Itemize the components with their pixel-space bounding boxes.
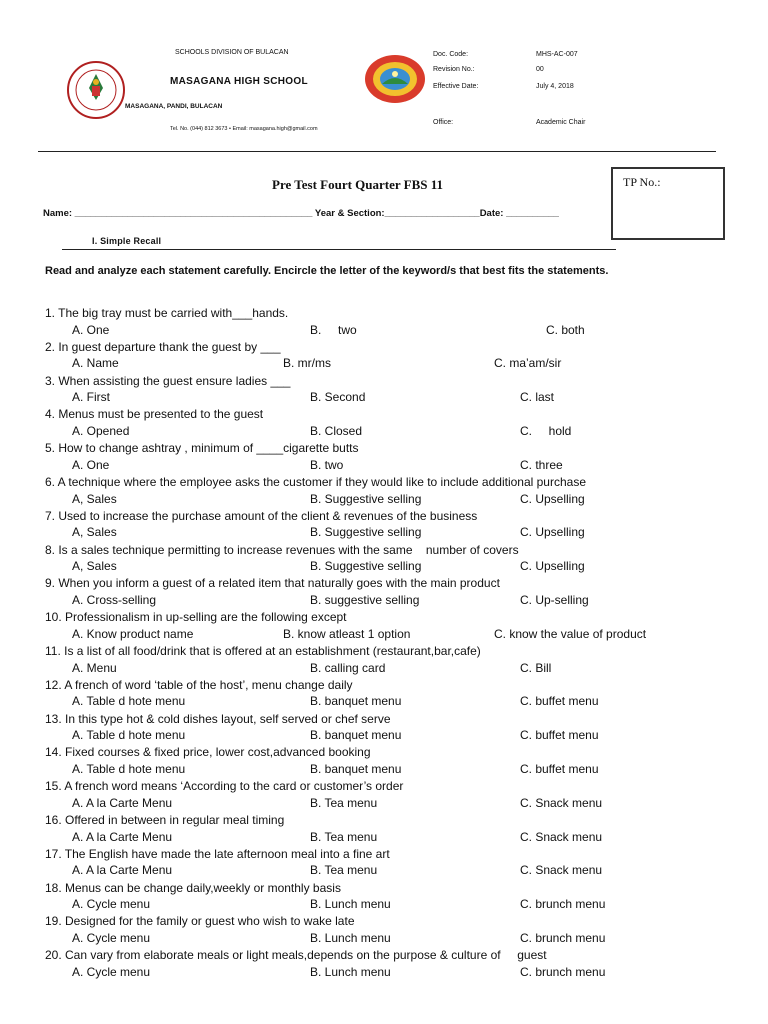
option-b[interactable]: B. Suggestive selling	[310, 559, 422, 574]
header-divider	[38, 151, 716, 152]
option-c[interactable]: C. Snack menu	[520, 863, 603, 878]
question-text: 12. A french of word ‘table of the host’, menu change daily	[45, 677, 353, 692]
option-c[interactable]: C. brunch menu	[520, 964, 606, 979]
school-name: MASAGANA HIGH SCHOOL	[170, 76, 308, 87]
option-c[interactable]: C. hold	[520, 423, 572, 438]
option-a[interactable]: A. Know product name	[72, 626, 194, 641]
option-c[interactable]: C. buffet menu	[520, 761, 599, 776]
option-c[interactable]: C. both	[546, 322, 585, 337]
option-c[interactable]: C. buffet menu	[520, 694, 599, 709]
option-b[interactable]: B. suggestive selling	[310, 592, 420, 607]
question-text: 14. Fixed courses & fixed price, lower cost,advanced booking	[45, 745, 371, 760]
option-b[interactable]: B. Lunch menu	[310, 897, 391, 912]
option-b[interactable]: B. Tea menu	[310, 795, 378, 810]
option-b[interactable]: B. Second	[310, 390, 366, 405]
option-c[interactable]: C. Snack menu	[520, 829, 603, 844]
option-b[interactable]: B. two	[310, 457, 344, 472]
option-a[interactable]: A. Table d hote menu	[72, 694, 186, 709]
option-b[interactable]: B. Lunch menu	[310, 964, 391, 979]
option-c[interactable]: C. know the value of product	[494, 626, 647, 641]
option-a[interactable]: A. A la Carte Menu	[72, 795, 173, 810]
school-contact: Tel. No. (044) 812 3673 • Email: masagana.high@gmail.com	[170, 126, 318, 132]
option-b[interactable]: B. know atleast 1 option	[283, 626, 411, 641]
option-c[interactable]: C. brunch menu	[520, 930, 606, 945]
question-text: 20. Can vary from elaborate meals or light meals,depends on the purpose & culture of guest	[45, 948, 547, 963]
option-c[interactable]: C. buffet menu	[520, 728, 599, 743]
question-text: 4. Menus must be presented to the guest	[45, 407, 264, 422]
tp-number-box	[611, 167, 725, 240]
option-c[interactable]: C. Upselling	[520, 491, 585, 506]
option-a[interactable]: A. One	[72, 322, 110, 337]
option-b[interactable]: B. Suggestive selling	[310, 525, 422, 540]
option-b[interactable]: B. banquet menu	[310, 728, 402, 743]
option-c[interactable]: C. last	[520, 390, 555, 405]
option-c[interactable]: C. brunch menu	[520, 897, 606, 912]
division-label: SCHOOLS DIVISION OF BULACAN	[175, 49, 289, 56]
option-a[interactable]: A, Sales	[72, 525, 117, 540]
meta-value-effective-date: July 4, 2018	[536, 83, 574, 90]
question-text: 1. The big tray must be carried with___hands.	[45, 306, 289, 320]
option-b[interactable]: B. banquet menu	[310, 694, 402, 709]
option-a[interactable]: A. Opened	[72, 423, 130, 438]
option-c[interactable]: C. three	[520, 457, 563, 472]
option-c[interactable]: C. Snack menu	[520, 795, 603, 810]
question-text: 6. A technique where the employee asks the customer if they would like to include additional purchase	[45, 475, 586, 489]
meta-label-doc-code: Doc. Code:	[433, 51, 469, 58]
option-a[interactable]: A. Cycle menu	[72, 930, 151, 945]
test-title: Pre Test Fourt Quarter FBS 11	[272, 177, 444, 192]
option-b[interactable]: B. Suggestive selling	[310, 491, 422, 506]
meta-value-doc-code: MHS-AC-007	[536, 51, 578, 58]
option-c[interactable]: C. Upselling	[520, 559, 585, 574]
question-text: 10. Professionalism in up-selling are the following except	[45, 610, 347, 625]
option-b[interactable]: B. banquet menu	[310, 761, 402, 776]
question-text: 7. Used to increase the purchase amount of the client & revenues of the business	[45, 508, 478, 523]
meta-label-office: Office:	[433, 119, 454, 126]
question-text: 19. Designed for the family or guest who wish to wake late	[45, 914, 355, 929]
option-a[interactable]: A, Sales	[72, 491, 117, 506]
question-text: 2. In guest departure thank the guest by ___	[45, 339, 281, 354]
question-text: 11. Is a list of all food/drink that is offered at an establishment (restaurant,bar,cafe)	[45, 644, 481, 658]
question-text: 18. Menus can be change daily,weekly or monthly basis	[45, 880, 341, 895]
option-a[interactable]: A. Name	[72, 356, 119, 371]
meta-value-revision: 00	[536, 66, 544, 73]
option-a[interactable]: A. First	[72, 390, 110, 405]
option-b[interactable]: B. two	[310, 322, 357, 337]
option-b[interactable]: B. Closed	[310, 423, 363, 438]
question-text: 3. When assisting the guest ensure ladies ___	[45, 373, 291, 388]
option-a[interactable]: A. Menu	[72, 660, 117, 675]
option-c[interactable]: C. Up-selling	[520, 592, 589, 607]
option-a[interactable]: A. Cycle menu	[72, 897, 151, 912]
question-text: 16. Offered in between in regular meal timing	[45, 813, 285, 827]
meta-label-revision: Revision No.:	[433, 66, 475, 73]
question-text: 13. In this type hot & cold dishes layout, self served or chef serve	[45, 711, 391, 726]
option-c[interactable]: C. Upselling	[520, 525, 585, 540]
question-text: 15. A french word means ‘According to the card or customer’s order	[45, 779, 404, 794]
tp-number-label: TP No.:	[623, 175, 661, 189]
division-seal	[364, 54, 426, 104]
option-b[interactable]: B. Tea menu	[310, 863, 378, 878]
option-b[interactable]: B. mr/ms	[283, 356, 331, 371]
student-info-line: Name: _____________________________________________ Year & Section:__________________Date: __________	[43, 208, 559, 219]
meta-label-effective-date: Effective Date:	[433, 83, 479, 90]
question-text: 5. How to change ashtray , minimum of ____cigarette butts	[45, 441, 359, 456]
option-c[interactable]: C. Bill	[520, 660, 552, 675]
option-a[interactable]: A. Cross-selling	[72, 592, 157, 607]
option-b[interactable]: B. Lunch menu	[310, 930, 391, 945]
meta-value-office: Academic Chair	[536, 119, 586, 126]
option-c[interactable]: C. ma’am/sir	[494, 356, 562, 371]
option-b[interactable]: B. calling card	[310, 660, 386, 675]
option-b[interactable]: B. Tea menu	[310, 829, 378, 844]
option-a[interactable]: A. Table d hote menu	[72, 728, 186, 743]
option-a[interactable]: A. A la Carte Menu	[72, 863, 173, 878]
section-label: I. Simple Recall	[92, 236, 162, 246]
school-logo	[66, 60, 126, 120]
option-a[interactable]: A. Table d hote menu	[72, 761, 186, 776]
instructions: Read and analyze each statement carefully. Encircle the letter of the keyword/s that best fits the statements.	[45, 265, 609, 277]
question-text: 9. When you inform a guest of a related item that naturally goes with the main product	[45, 576, 500, 591]
option-a[interactable]: A, Sales	[72, 559, 117, 574]
option-a[interactable]: A. Cycle menu	[72, 964, 151, 979]
section-underline	[62, 249, 616, 250]
school-address: MASAGANA, PANDI, BULACAN	[125, 103, 223, 110]
option-a[interactable]: A. A la Carte Menu	[72, 829, 173, 844]
question-text: 17. The English have made the late afternoon meal into a fine art	[45, 846, 390, 861]
question-text: 8. Is a sales technique permitting to increase revenues with the same number of covers	[45, 542, 519, 557]
option-a[interactable]: A. One	[72, 457, 110, 472]
